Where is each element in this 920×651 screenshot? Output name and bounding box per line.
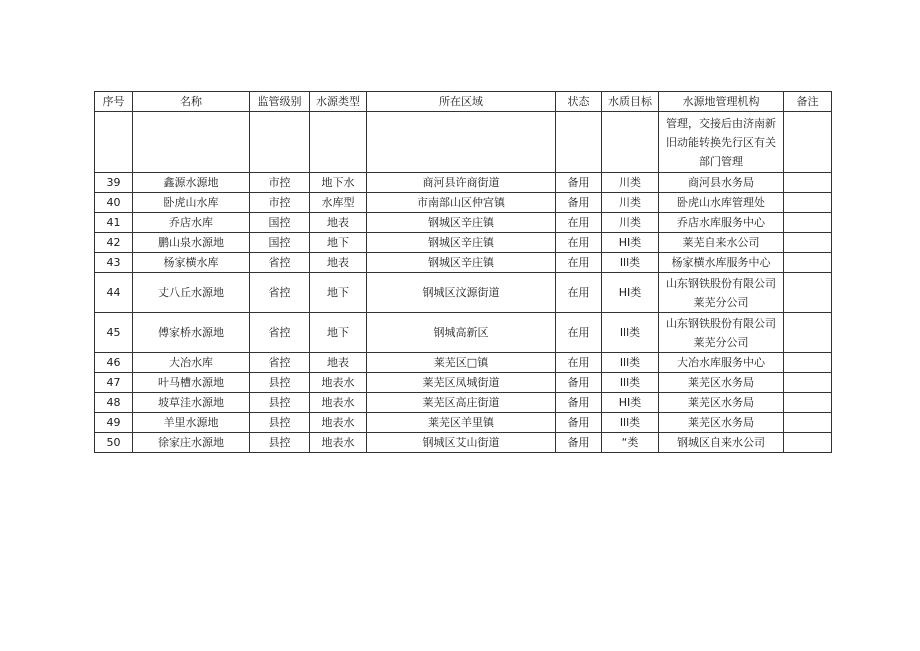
cell-note (784, 393, 832, 413)
cell-status: 在用 (556, 353, 602, 373)
cell-org: 大冶水库服务中心 (659, 353, 784, 373)
header-org: 水源地管理机构 (659, 92, 784, 112)
table-row (95, 193, 832, 213)
cell-type: 地下 (310, 233, 367, 253)
cell-no: 39 (95, 173, 133, 193)
header-quality: 水质目标 (602, 92, 659, 112)
header-area: 所在区域 (367, 92, 556, 112)
cell-quality: Ill类 (602, 313, 659, 353)
table-cell (95, 112, 133, 173)
cell-org: 商河县水务局 (659, 173, 784, 193)
cell-area: 莱芜区凤城街道 (367, 373, 556, 393)
cell-status: 备用 (556, 173, 602, 193)
table-cell (784, 112, 832, 173)
cell-quality: Ill类 (602, 413, 659, 433)
cell-type: 地下 (310, 273, 367, 313)
table-cell (602, 112, 659, 173)
cell-level: 省控 (250, 253, 310, 273)
cell-type: 地表水 (310, 433, 367, 453)
cell-type: 地表水 (310, 373, 367, 393)
cell-name: 徐家庄水源地 (133, 433, 250, 453)
cell-name: 大冶水库 (133, 353, 250, 373)
table-row (95, 253, 832, 273)
cell-status: 在用 (556, 253, 602, 273)
header-status: 状态 (556, 92, 602, 112)
cell-note (784, 233, 832, 253)
cell-type: 地表 (310, 213, 367, 233)
cell-area: 钢城区汶源街道 (367, 273, 556, 313)
cell-note (784, 173, 832, 193)
header-note: 备注 (784, 92, 832, 112)
cell-area: 钢城区辛庄镇 (367, 213, 556, 233)
cell-no: 50 (95, 433, 133, 453)
cell-type: 地表 (310, 353, 367, 373)
table-row (95, 313, 832, 353)
cell-name: 卧虎山水库 (133, 193, 250, 213)
cell-name: 坡草洼水源地 (133, 393, 250, 413)
cell-org: 山东钢铁股份有限公司莱芜分公司 (659, 313, 784, 353)
table-row (95, 393, 832, 413)
cell-level: 省控 (250, 313, 310, 353)
cell-org: 莱芜区水务局 (659, 393, 784, 413)
cell-quality: 川类 (602, 173, 659, 193)
cell-name: 鹏山泉水源地 (133, 233, 250, 253)
cell-level: 县控 (250, 373, 310, 393)
table-row (95, 413, 832, 433)
table-row (95, 433, 832, 453)
cell-note (784, 313, 832, 353)
cell-level: 县控 (250, 433, 310, 453)
cell-quality: HI类 (602, 393, 659, 413)
cell-level: 市控 (250, 193, 310, 213)
cell-name: 杨家横水库 (133, 253, 250, 273)
header-no: 序号 (95, 92, 133, 112)
cell-status: 在用 (556, 233, 602, 253)
cell-status: 在用 (556, 273, 602, 313)
cell-quality: 川类 (602, 213, 659, 233)
water-source-table (94, 91, 832, 453)
cell-no: 44 (95, 273, 133, 313)
table-cell (133, 112, 250, 173)
cell-status: 备用 (556, 393, 602, 413)
cell-no: 45 (95, 313, 133, 353)
cell-no: 46 (95, 353, 133, 373)
header-type: 水源类型 (310, 92, 367, 112)
table-cell (310, 112, 367, 173)
cell-no: 43 (95, 253, 133, 273)
cell-level: 县控 (250, 413, 310, 433)
cell-note (784, 253, 832, 273)
cell-org: 卧虎山水库管理处 (659, 193, 784, 213)
cell-area: 钢城区辛庄镇 (367, 253, 556, 273)
table-row (95, 213, 832, 233)
cell-area: 商河县许商街道 (367, 173, 556, 193)
cell-quality: “类 (602, 433, 659, 453)
cell-quality: Ill类 (602, 373, 659, 393)
cell-area: 莱芜区□镇 (367, 353, 556, 373)
cell-level: 县控 (250, 393, 310, 413)
cell-org: 莱芜自来水公司 (659, 233, 784, 253)
cell-org: 杨家横水库服务中心 (659, 253, 784, 273)
cell-no: 41 (95, 213, 133, 233)
cell-status: 在用 (556, 213, 602, 233)
cell-area: 市南部山区仲宫镇 (367, 193, 556, 213)
table-cell (250, 112, 310, 173)
table-row (95, 273, 832, 313)
cell-quality: HI类 (602, 273, 659, 313)
cell-area: 钢城区艾山街道 (367, 433, 556, 453)
cell-level: 国控 (250, 213, 310, 233)
cell-org: 莱芜区水务局 (659, 413, 784, 433)
cell-quality: HI类 (602, 233, 659, 253)
table-row (95, 353, 832, 373)
continuation-org-cell: 管理，交接后由济南新旧动能转换先行区有关部门管理 (659, 112, 784, 173)
cell-status: 备用 (556, 373, 602, 393)
cell-status: 备用 (556, 193, 602, 213)
header-name: 名称 (133, 92, 250, 112)
cell-note (784, 373, 832, 393)
table-row (95, 173, 832, 193)
table-cell (367, 112, 556, 173)
cell-status: 在用 (556, 313, 602, 353)
cell-no: 48 (95, 393, 133, 413)
cell-note (784, 213, 832, 233)
cell-quality: Ill类 (602, 253, 659, 273)
cell-area: 钢城区辛庄镇 (367, 233, 556, 253)
cell-name: 鑫源水源地 (133, 173, 250, 193)
table-row (95, 373, 832, 393)
table-row (95, 233, 832, 253)
cell-type: 地表水 (310, 393, 367, 413)
table-cell (556, 112, 602, 173)
cell-org: 钢城区自来水公司 (659, 433, 784, 453)
cell-quality: Ill类 (602, 353, 659, 373)
cell-no: 40 (95, 193, 133, 213)
cell-no: 47 (95, 373, 133, 393)
cell-level: 国控 (250, 233, 310, 253)
cell-type: 地下 (310, 313, 367, 353)
cell-type: 地表 (310, 253, 367, 273)
cell-type: 水库型 (310, 193, 367, 213)
continuation-row (95, 112, 832, 173)
cell-level: 省控 (250, 273, 310, 313)
cell-note (784, 413, 832, 433)
cell-status: 备用 (556, 433, 602, 453)
cell-org: 乔店水库服务中心 (659, 213, 784, 233)
cell-level: 省控 (250, 353, 310, 373)
cell-status: 备用 (556, 413, 602, 433)
cell-name: 乔店水库 (133, 213, 250, 233)
cell-no: 49 (95, 413, 133, 433)
cell-no: 42 (95, 233, 133, 253)
cell-name: 丈八丘水源地 (133, 273, 250, 313)
cell-note (784, 353, 832, 373)
cell-type: 地表水 (310, 413, 367, 433)
cell-area: 莱芜区羊里镇 (367, 413, 556, 433)
cell-quality: 川类 (602, 193, 659, 213)
cell-name: 叶马槽水源地 (133, 373, 250, 393)
header-level: 监管级别 (250, 92, 310, 112)
cell-name: 羊里水源地 (133, 413, 250, 433)
cell-name: 傅家桥水源地 (133, 313, 250, 353)
cell-area: 莱芜区高庄街道 (367, 393, 556, 413)
cell-level: 市控 (250, 173, 310, 193)
cell-type: 地下水 (310, 173, 367, 193)
cell-org: 山东钢铁股份有限公司莱芜分公司 (659, 273, 784, 313)
cell-note (784, 273, 832, 313)
cell-note (784, 433, 832, 453)
cell-area: 钢城高新区 (367, 313, 556, 353)
cell-org: 莱芜区水务局 (659, 373, 784, 393)
header-row (95, 92, 832, 112)
cell-note (784, 193, 832, 213)
